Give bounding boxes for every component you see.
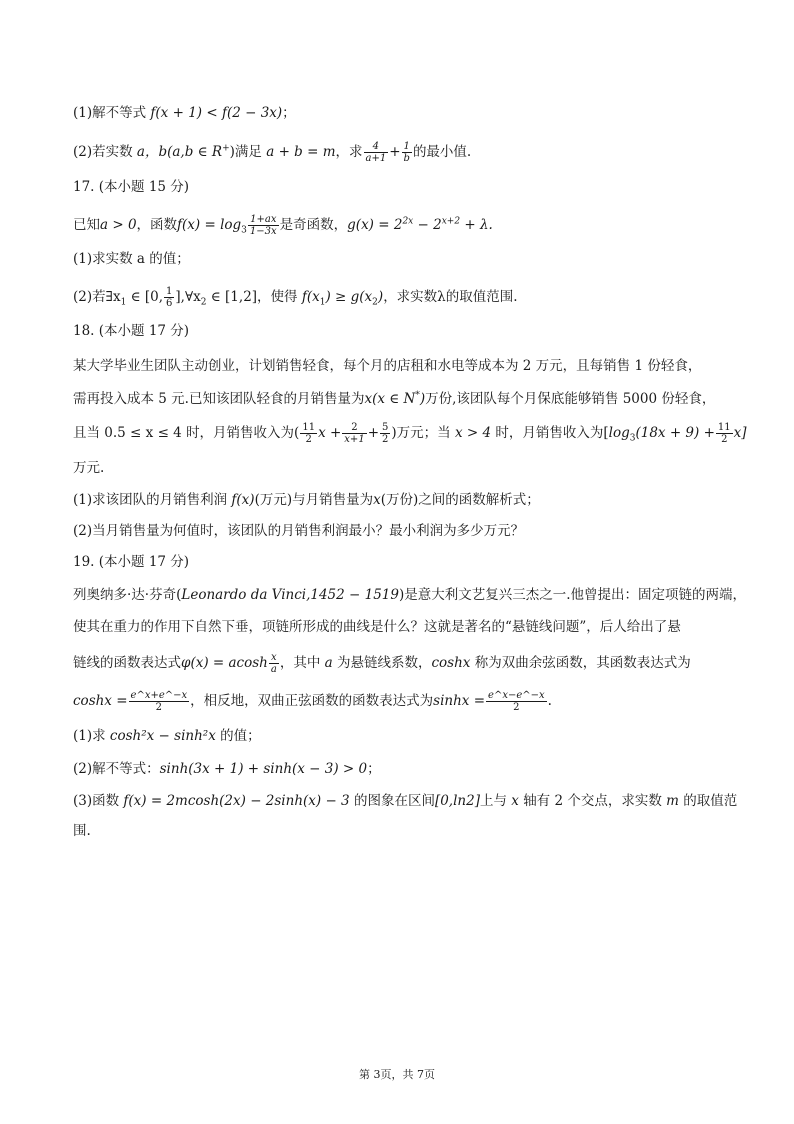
q18-l3-c: 时，月销售收入为( [186,425,300,441]
q17-intro-b: ，函数 [136,217,178,233]
q17-p2-e: f(x [301,289,320,305]
q18-frac3-num: 5 [382,422,389,433]
q19-l3-d: a [324,655,333,671]
q18-frac4-num: 11 [717,422,731,433]
q18-frac2-den: x+1 [344,434,365,445]
q18-l2-d: 万份,该团队每个月保底能够销售 5000 份轻食， [425,391,716,407]
q17-p2-d: ∈ [1,2]，使得 [206,289,298,305]
q18-l2-sup: * [415,390,420,401]
q18-frac4 [716,422,733,445]
q19-l3-frac [269,652,279,675]
q18-p1-c: (万元)与月销售量为 [254,492,374,508]
q19-p1-a: (1)求 [73,728,106,744]
q17-part2 [73,286,733,309]
q19-l1-b: Leonardo da Vinci,1452 − 1519 [181,587,399,603]
q18-line1: 某大学毕业生团队主动创业，计划销售轻食，每个月的店租和水电等成本为 2 万元，且每销售 1 份轻食， [73,358,702,374]
q19-l3-g: 称为双曲余弦函数，其函数表达式为 [474,655,691,671]
q18-frac1 [300,422,317,445]
q18-heading: 18. (本小题 17 分) [73,323,190,339]
q18-p1-e: (万份)之间的函数解析式； [380,492,540,508]
q18-frac3 [380,422,390,445]
q18-frac2-num: 2 [342,422,366,434]
q16-frac1-den: a+1 [365,153,387,164]
q16-part1-end: ； [282,105,296,121]
q16-frac2-num: 1 [402,141,412,153]
q16-part1-label: (1)解不等式 [73,105,147,121]
q16-part1 [73,104,733,122]
q18-l3-d: x + [318,425,342,441]
q16-frac2-den: b [403,153,410,164]
q17-p2-frac-den: 6 [166,298,173,309]
q17-intro-cond: a > 0 [100,217,137,233]
q18-l3-j-sub: 3 [629,433,636,444]
q19-p2-c: ； [367,761,381,777]
q19-p1-b: cosh²x − sinh²x [109,728,216,744]
q17-p2-sub1: 1 [120,297,127,308]
q17-intro-g-exp1: 2x [402,216,414,227]
q18-l3-h: x > 4 [454,425,492,441]
q17-p2-e3: ) [377,289,384,305]
q18-l3-b: 0.5 ≤ x ≤ 4 [104,425,182,441]
q17-intro-frac [248,214,279,237]
q16-frac1 [364,141,389,164]
q17-intro-f: f(x) = log [177,217,242,233]
q19-cosh-frac [129,690,190,713]
q19-heading: 19. (本小题 17 分) [73,554,190,570]
q18-p1-a: (1)求该团队的月销售利润 [73,492,228,508]
q18-line2 [73,390,733,408]
q18-p1-b: f(x) [231,492,255,508]
q17-intro-a: 已知 [73,217,100,233]
q17-p2-b: ∈ [0, [126,289,164,305]
q17-intro-sub: 3 [241,225,247,236]
q17-p2-c: ],∀x [175,289,201,305]
q17-intro-g-exp2: x+2 [441,216,461,227]
q19-sinh-frac-den: 2 [513,702,520,713]
q16-part2-plus: + [222,143,230,154]
q18-l2-a: 需再投入成本 5 元.已知该团队轻食的月销售量为 [73,391,365,407]
q19-p1-c: 的值； [220,728,261,744]
q17-intro-g-end: + λ. [460,217,493,233]
q19-l3-frac-den: a [270,664,277,675]
q17-intro-frac-num: 1+ax [248,214,279,226]
q16-part2-mid1: )满足 [229,144,262,160]
q19-part2 [73,760,733,778]
q18-l2-c: ) [419,391,426,407]
q19-part1 [73,727,733,745]
q17-p2-sub2: 2 [200,297,207,308]
q16-part2-end: 的最小值. [412,144,472,160]
q19-sinh-frac [486,690,547,713]
q19-l3-b: φ(x) = acosh [181,655,268,671]
q19-p3-f: x [511,793,519,809]
q19-p2-a: (2)解不等式： [73,761,160,777]
q19-l4-d: . [547,693,552,709]
q19-l4-a: coshx = [73,693,128,709]
q16-frac2 [402,141,412,164]
q18-frac1-den: 2 [305,434,312,445]
q19-l4-c: sinhx = [433,693,486,709]
q16-frac1-num: 4 [364,141,389,153]
q17-p2-e-sub1: 1 [319,297,326,308]
q19-p3-h: m [666,793,679,809]
q18-frac3-den: 2 [382,434,389,445]
q19-p3-a: (3)函数 [73,793,120,809]
q16-part2-label: (2)若实数 [73,144,133,160]
q18-line3 [73,422,747,445]
q17-p2-frac-num: 1 [166,286,173,297]
q18-p1-d: x [373,492,381,508]
q19-line2: 使其在重力的作用下自然下垂，项链所形成的曲线是什么？这就是著名的“悬链线问题”，后人给出了悬 [73,619,681,635]
q19-p3-e: 上与 [479,793,507,809]
q18-l3-k: (18x + 9) + [635,425,715,441]
q19-p3-g: 轴有 2 个交点，求实数 [523,793,662,809]
q18-l3-l: x] [733,425,747,441]
q19-l3-c: ，其中 [279,655,321,671]
q19-p3-d: [0,ln2] [434,793,480,809]
q19-l1-a: 列奥纳多·达·芬奇( [73,587,182,603]
q16-part1-expr: f(x + 1) < f(2 − 3x) [150,105,283,121]
q19-cosh-frac-den: 2 [155,702,163,713]
q18-l3-i: 时，月销售收入为[ [495,425,609,441]
q19-line4 [73,690,733,713]
q19-p2-b: sinh(3x + 1) + sinh(x − 3) > 0 [159,761,368,777]
q17-intro-frac-den: 1−3x [249,226,277,237]
q17-intro-g-mid: − 2 [413,217,442,233]
q18-l3-g: )万元；当 [391,425,451,441]
q18-l3-a: 且当 [73,425,100,441]
q18-frac4-den: 2 [721,434,728,445]
q18-frac2 [342,422,366,445]
q18-l2-b: x(x ∈ N [364,391,416,407]
q18-line4: 万元. [73,460,105,476]
q17-p2-e-sub2: 2 [372,297,378,308]
q17-p2-e2: ) ≥ g(x [325,289,373,305]
q19-l4-b: ，相反地，双曲正弦函数的函数表达式为 [190,693,434,709]
q19-l3-f: coshx [431,655,471,671]
q19-line1 [73,586,747,604]
q18-part2: (2)当月销售量为何值时，该团队的月销售利润最小？最小利润为多少万元？ [73,523,525,539]
q19-p3-b: f(x) = 2mcosh(2x) − 2sinh(x) − 3 [123,793,350,809]
q17-p2-f: ，求实数λ的取值范围. [383,289,518,305]
q17-intro [73,214,733,237]
q17-p2-a: (2)若∃x [73,289,121,305]
q16-part2-mid2: ，求 [335,144,363,160]
q19-l3-e: 为悬链线系数， [336,655,432,671]
page-footer: 第 3页，共 7页 [359,1068,435,1081]
q19-cosh-frac-num: e^x+e^−x [130,690,188,701]
q17-heading: 17. (本小题 15 分) [73,179,190,195]
q17-intro-c: 是奇函数， [279,217,348,233]
q17-p2-frac [164,286,174,309]
q19-sinh-frac-num: e^x−e^−x [488,690,545,701]
q19-l3-frac-num: x [269,652,279,664]
q19-part3 [73,792,738,810]
q18-l3-j: log [608,425,630,441]
q19-l1-c: )是意大利文艺复兴三杰之一.他曾提出：固定项链的两端， [398,587,747,603]
q17-part1: (1)求实数 a 的值； [73,251,190,267]
q16-part2 [73,141,733,164]
q17-intro-g: g(x) = 2 [347,217,403,233]
q19-p3-i: 的取值范 [683,793,738,809]
q16-part2-vars: a，b(a,b ∈ R [136,144,223,160]
q19-l3-a: 链线的函数表达式 [73,655,181,671]
q19-part3-cont: 围. [73,823,91,839]
q19-line3 [73,652,733,675]
q18-frac1-num: 11 [302,422,316,433]
q16-plus2: + [389,144,401,160]
q18-part1 [73,491,733,509]
q16-part2-cond: a + b = m [266,144,336,160]
q18-l3-e: + [367,425,379,441]
q19-p3-c: 的图象在区间 [353,793,435,809]
